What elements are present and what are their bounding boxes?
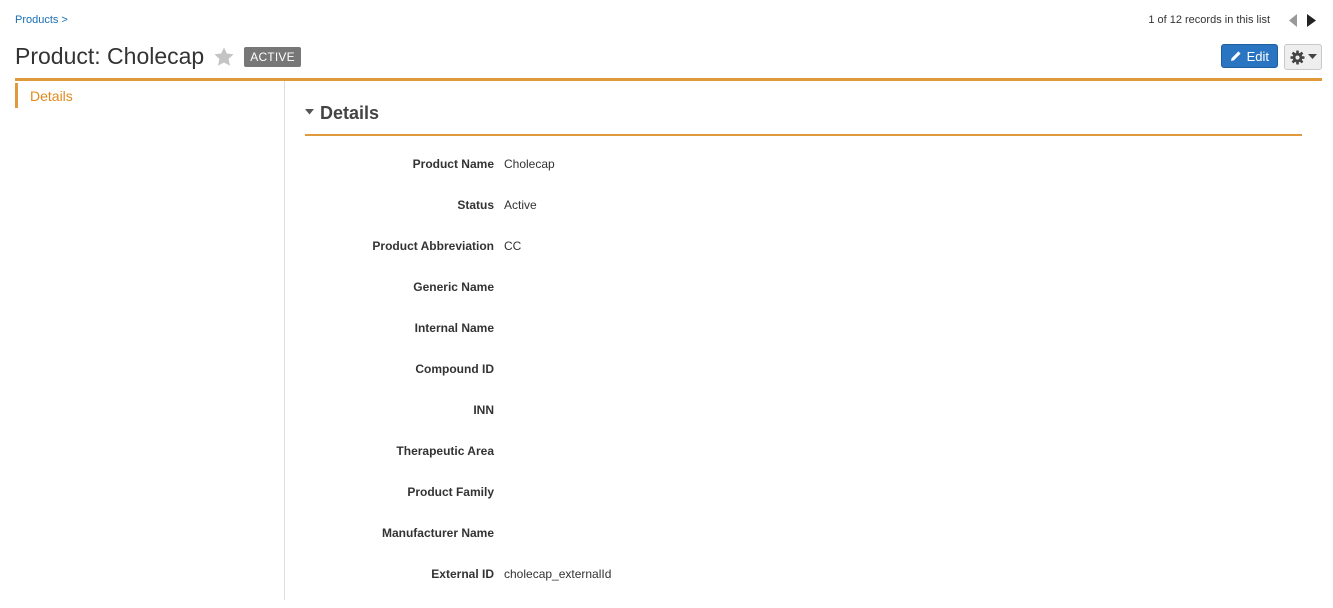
caret-down-icon: [305, 109, 314, 115]
field-value: Active: [504, 198, 537, 212]
field-product-name: [305, 157, 1302, 198]
field-value: Cholecap: [504, 157, 555, 171]
details-section-header[interactable]: [305, 100, 1302, 136]
field-manufacturer-name: [305, 526, 1302, 567]
field-value: cholecap_externalId: [504, 567, 612, 581]
field-status: [305, 198, 1302, 239]
edit-button[interactable]: [1221, 44, 1278, 68]
breadcrumb: [15, 14, 68, 26]
field-value: CC: [504, 239, 522, 253]
edit-button-label: Edit: [1246, 48, 1269, 64]
prev-arrow-icon: [1289, 14, 1298, 27]
page-header: [15, 43, 301, 70]
pager-text: 1 of 12 records in this list: [1148, 14, 1270, 26]
main-content: [305, 81, 1302, 608]
field-external-id: [305, 567, 1302, 608]
next-record-button[interactable]: [1304, 12, 1318, 28]
field-label: Internal Name: [414, 321, 494, 335]
field-label: INN: [473, 403, 494, 417]
field-therapeutic-area: [305, 444, 1302, 485]
field-label: External ID: [431, 567, 494, 581]
prev-record-button[interactable]: [1286, 12, 1300, 28]
field-product-abbreviation: [305, 239, 1302, 280]
field-label: Therapeutic Area: [396, 444, 494, 458]
field-label: Product Abbreviation: [372, 239, 494, 253]
breadcrumb-separator: >: [61, 14, 68, 26]
field-compound-id: [305, 362, 1302, 403]
gear-icon: [1290, 50, 1305, 65]
field-label: Product Name: [412, 157, 494, 171]
sidebar-item-details[interactable]: [15, 83, 284, 108]
field-label: Product Family: [407, 485, 494, 499]
breadcrumb-products-link[interactable]: Products: [15, 14, 59, 26]
record-pager: [1148, 12, 1318, 28]
field-internal-name: [305, 321, 1302, 362]
star-icon[interactable]: [213, 46, 235, 68]
page-title: Product: Cholecap: [15, 43, 205, 69]
pencil-icon: [1230, 50, 1242, 62]
sidebar-item-label: Details: [30, 87, 73, 104]
section-title: Details: [320, 103, 380, 123]
status-badge: ACTIVE: [244, 47, 301, 67]
field-label: Generic Name: [413, 280, 494, 294]
header-actions: [1221, 44, 1322, 70]
field-product-family: [305, 485, 1302, 526]
field-label: Status: [457, 198, 494, 212]
settings-menu-button[interactable]: [1284, 44, 1322, 70]
field-inn: [305, 403, 1302, 444]
field-label: Compound ID: [415, 362, 494, 376]
field-generic-name: [305, 280, 1302, 321]
field-label: Manufacturer Name: [381, 526, 494, 540]
next-arrow-icon: [1307, 14, 1316, 27]
chevron-down-icon: [1308, 54, 1317, 60]
sidebar: [15, 81, 285, 600]
details-fields: [305, 157, 1302, 608]
